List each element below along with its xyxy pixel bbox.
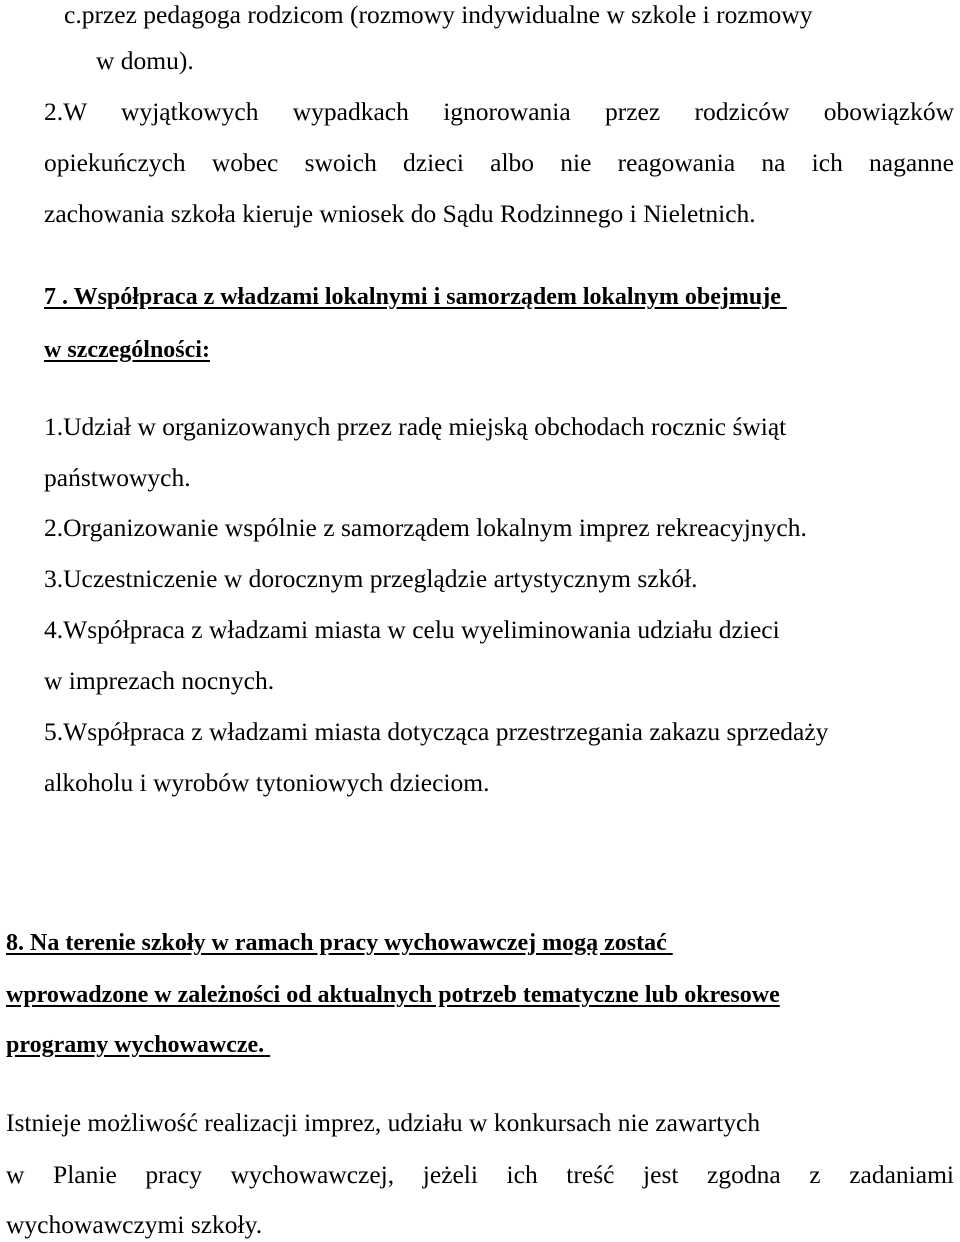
section-8-paragraph-line-1: Istnieje możliwość realizacji imprez, udziału w konkursach nie zawartych: [6, 1108, 761, 1137]
section-7-item-4-line-1: 4.Współpraca z władzami miasta w celu wyeliminowania udziału dzieci: [44, 615, 780, 644]
section-8-heading-line-1: 8. Na terenie szkoły w ramach pracy wychowawczej mogą zostać: [6, 930, 667, 956]
section-7-heading-line-2: w szczególności:: [44, 337, 210, 363]
item-2-line-1: 2.W wyjątkowych wypadkach ignorowania przez rodziców obowiązków: [44, 97, 954, 126]
section-7-item-4-line-2: w imprezach nocnych.: [44, 666, 275, 695]
section-7-item-3: 3.Uczestniczenie w dorocznym przeglądzie artystycznym szkół.: [44, 564, 698, 593]
section-8-heading-line-3: programy wychowawcze.: [6, 1032, 265, 1058]
section-7-item-1-line-2: państwowych.: [44, 463, 191, 492]
section-8-paragraph-line-2: w Planie pracy wychowawczej, jeżeli ich treść jest zgodna z zadaniami: [6, 1160, 954, 1189]
section-7-item-2: 2.Organizowanie wspólnie z samorządem lokalnym imprez rekreacyjnych.: [44, 513, 807, 542]
section-7-item-1-line-1: 1.Udział w organizowanych przez radę miejską obchodach rocznic świąt: [44, 412, 787, 441]
section-7-item-5-line-2: alkoholu i wyrobów tytoniowych dzieciom.: [44, 768, 490, 797]
section-8-paragraph-line-3: wychowawczymi szkoły.: [6, 1210, 263, 1239]
item-c-line-2: w domu).: [96, 46, 194, 75]
section-7-heading-line-1: 7 . Współpraca z władzami lokalnymi i samorządem lokalnym obejmuje: [44, 284, 781, 310]
section-7-item-5-line-1: 5.Współpraca z władzami miasta dotycząca przestrzegania zakazu sprzedaży: [44, 717, 829, 746]
item-2-line-3: zachowania szkoła kieruje wniosek do Sądu Rodzinnego i Nieletnich.: [44, 199, 756, 228]
section-8-number: 8: [6, 930, 18, 956]
item-c-line-1: c.przez pedagoga rodzicom (rozmowy indywidualne w szkole i rozmowy: [64, 0, 813, 29]
section-8-heading-line-2: wprowadzone w zależności od aktualnych potrzeb tematyczne lub okresowe: [6, 982, 780, 1008]
item-2-line-2: opiekuńczych wobec swoich dzieci albo nie reagowania na ich naganne: [44, 148, 954, 177]
